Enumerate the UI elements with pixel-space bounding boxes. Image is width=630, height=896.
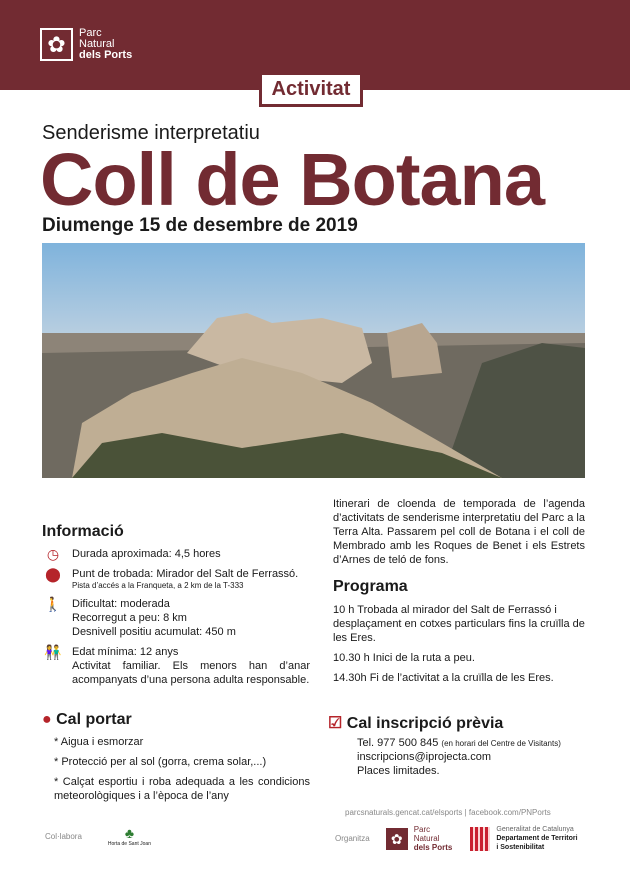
phone-note: (en horari del Centre de Visitants)	[441, 739, 561, 748]
logo-line: Natural	[79, 38, 115, 50]
page-title: Coll de Botana	[40, 138, 545, 221]
section-heading: Cal inscripció prèvia	[346, 715, 504, 732]
organitza-block	[335, 825, 578, 852]
description-section	[333, 497, 585, 691]
family-icon: 👫	[44, 644, 62, 660]
cal-portar-section	[42, 710, 310, 803]
logo-line: Natural	[413, 834, 440, 843]
section-heading: Informació	[42, 523, 124, 540]
min-age: Edat mínima: 12 anys	[72, 646, 179, 658]
description: Itinerari de cloenda de temporada de l’agenda d’activitats de senderisme interpretatiu del Parc a la Terra Alta. Passarem pel coll de Botana i el coll de Membrado amb les Roques de Benet i els Estrets d’Arnes de teló de fons.	[333, 498, 585, 566]
program-item: 14.30h Fi de l’activitat a la cruïlla de les Eres.	[333, 672, 554, 684]
program-item: 10 h Trobada al mirador del Salt de Ferrassó i desplaçament en cotxes particulars fins la cruïlla de les Eres.	[333, 604, 585, 644]
edit-icon: ☑	[328, 715, 343, 732]
collabora-block	[45, 825, 151, 848]
gen-line: Departament de Territori	[496, 835, 578, 842]
family-note: Activitat familiar. Els menors han d’anar acompanyats d’una persona adulta responsable.	[72, 660, 310, 686]
distance: Recorregut a peu: 8 km	[72, 612, 187, 624]
gen-line: Generalitat de Catalunya	[496, 826, 574, 833]
informacio-section	[42, 522, 310, 687]
logo-line: dels Ports	[79, 49, 133, 61]
hiker-icon: 🚶	[44, 596, 62, 612]
subtitle: Senderisme interpretatiu	[42, 122, 260, 144]
meeting-point: Punt de trobada: Mirador del Salt de Ferrassó.	[72, 568, 299, 580]
list-item: * Protecció per al sol (gorra, crema solar,...)	[54, 756, 267, 768]
horta-label: Horta de Sant Joan	[107, 841, 151, 847]
map-pin-icon: ⬤	[45, 566, 61, 582]
elevation: Desnivell positiu acumulat: 450 m	[72, 626, 236, 638]
gen-line: i Sostenibilitat	[496, 844, 545, 851]
event-date: Diumenge 15 de desembre de 2019	[42, 215, 358, 236]
program-item: 10.30 h Inici de la ruta a peu.	[333, 652, 475, 664]
organitza-label: Organitza	[335, 833, 370, 843]
duration: Durada aproximada: 4,5 hores	[72, 548, 221, 560]
list-item: * Aigua i esmorzar	[54, 736, 144, 748]
maple-leaf-icon: ✿	[40, 28, 73, 61]
landscape-photo	[42, 243, 585, 478]
section-heading: Programa	[333, 578, 408, 595]
inscripcio-section	[328, 714, 598, 778]
section-heading: Cal portar	[56, 711, 132, 728]
horta-coat-of-arms-icon: ♣	[124, 825, 135, 841]
parc-natural-logo-icon: ✿	[386, 828, 408, 850]
logo-line: dels Ports	[413, 843, 453, 852]
email-link[interactable]: inscripcions@iprojecta.com	[357, 751, 492, 763]
backpack-icon: ●	[42, 711, 52, 728]
places-note: Places limitades.	[357, 765, 440, 777]
activitat-badge: Activitat	[259, 72, 363, 107]
phone[interactable]: Tel. 977 500 845	[357, 737, 439, 749]
meeting-note: Pista d’accés a la Franqueta, a 2 km de la T-333	[72, 581, 244, 590]
logo-line: Parc	[79, 27, 102, 39]
parc-natural-logo	[40, 28, 132, 61]
clock-icon: ◷	[46, 546, 60, 562]
footer-links[interactable]: parcsnaturals.gencat.cat/elsports | facebook.com/PNPorts	[345, 808, 551, 817]
logo-line: Parc	[413, 825, 431, 834]
generalitat-logo-icon	[470, 827, 490, 851]
collabora-label: Col·labora	[45, 831, 82, 841]
list-item: * Calçat esportiu i roba adequada a les condicions meteorològiques i a l’època de l’any	[54, 776, 310, 802]
difficulty: Dificultat: moderada	[72, 598, 170, 610]
